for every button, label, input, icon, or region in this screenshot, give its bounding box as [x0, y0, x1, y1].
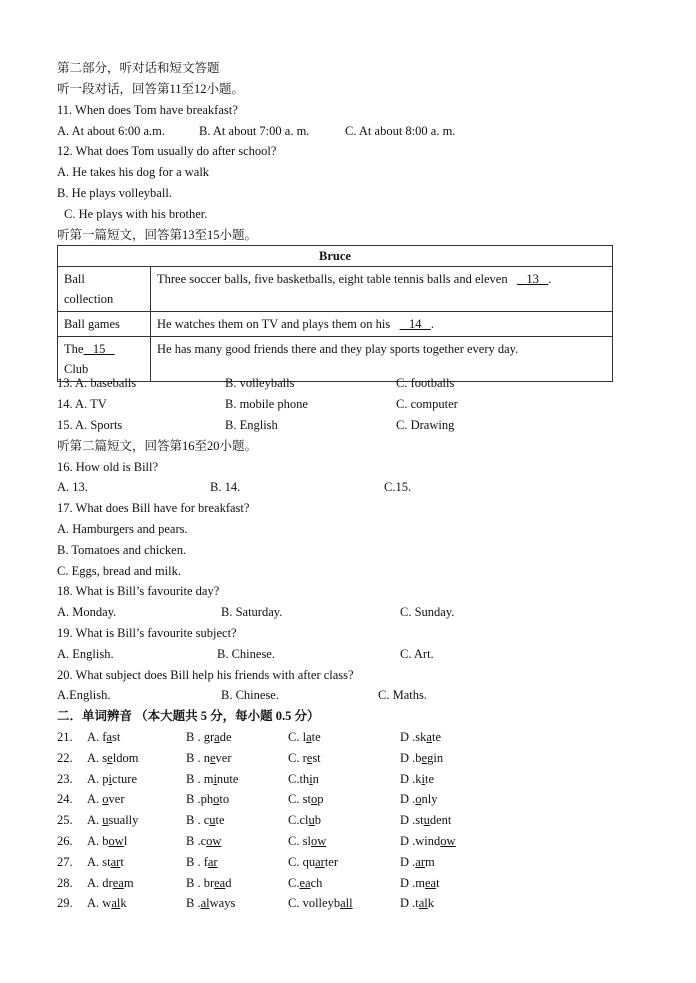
table-row: [58, 312, 613, 337]
option-d[interactable]: D .window: [400, 834, 456, 848]
q18-option-c[interactable]: C. Sunday.: [400, 605, 455, 619]
question-number: 25.: [57, 813, 73, 828]
option-b[interactable]: B .photo: [186, 792, 230, 807]
question-number: 27.: [57, 854, 73, 869]
option-b[interactable]: B . far: [186, 854, 218, 869]
option-b[interactable]: B . never: [186, 750, 232, 765]
question-number: 28.: [57, 875, 73, 890]
table-row: [58, 267, 613, 312]
q18-option-a[interactable]: A. Monday.: [57, 605, 117, 619]
option-a[interactable]: A. over: [87, 792, 125, 807]
q11-option-b[interactable]: B. At about 7:00 a. m.: [199, 124, 310, 138]
q19-option-a[interactable]: A. English.: [57, 647, 114, 661]
option-d[interactable]: D .begin: [400, 750, 444, 765]
q17-option-c[interactable]: C. Eggs, bread and milk.: [57, 564, 181, 578]
blank-15[interactable]: 15: [92, 342, 106, 356]
dialog-intro: 听一段对话，回答第11至12小题。: [57, 82, 245, 96]
option-c[interactable]: C. stop: [288, 792, 324, 807]
row-label: The 15 Club: [58, 337, 151, 382]
blank-13[interactable]: 13: [526, 272, 539, 286]
question-number: 21.: [57, 730, 73, 744]
option-b[interactable]: B .cow: [186, 834, 222, 848]
q19-option-c[interactable]: C. Art.: [400, 647, 434, 661]
option-b[interactable]: B . minute: [186, 771, 239, 786]
question-number: 22.: [57, 750, 73, 765]
q16-option-b[interactable]: B. 14.: [210, 480, 241, 494]
q13-option-a[interactable]: 13. A. baseballs: [57, 376, 137, 390]
option-a[interactable]: A. picture: [87, 771, 137, 786]
q15-option-b[interactable]: B. English: [225, 418, 278, 432]
q12-stem: 12. What does Tom usually do after school?: [57, 144, 277, 158]
q13-option-b[interactable]: B. volleyballs: [225, 376, 295, 390]
q11-option-a[interactable]: A. At about 6:00 a.m.: [57, 124, 165, 138]
q20-option-a[interactable]: A.English.: [57, 688, 111, 702]
question-number: 29.: [57, 896, 73, 911]
option-c[interactable]: C.each: [288, 875, 323, 890]
option-a[interactable]: A. start: [87, 854, 124, 869]
q11-option-c[interactable]: C. At about 8:00 a. m.: [345, 124, 456, 138]
q16-option-c[interactable]: C.15.: [384, 480, 412, 494]
option-c[interactable]: C. late: [288, 730, 321, 744]
option-d[interactable]: D .student: [400, 813, 452, 828]
option-c[interactable]: C. slow: [288, 834, 327, 848]
option-a[interactable]: A. seldom: [87, 750, 139, 765]
q19-stem: 19. What is Bill’s favourite subject?: [57, 626, 237, 640]
row-text: He watches them on TV and plays them on his 14 .: [151, 312, 613, 337]
passage1-intro: 听第一篇短文，回答第13至15小题。: [57, 228, 258, 242]
passage2-intro: 听第二篇短文，回答第16至20小题。: [57, 439, 258, 453]
option-b[interactable]: B . bread: [186, 875, 232, 890]
row-label: Ball games: [58, 312, 151, 337]
row-text: He has many good friends there and they play sports together every day.: [151, 337, 613, 382]
question-number: 23.: [57, 771, 73, 786]
q14-option-b[interactable]: B. mobile phone: [225, 397, 308, 411]
q17-option-a[interactable]: A. Hamburgers and pears.: [57, 522, 188, 536]
option-c[interactable]: C.thin: [288, 771, 319, 786]
q20-option-b[interactable]: B. Chinese.: [221, 688, 279, 702]
option-a[interactable]: A. walk: [87, 896, 127, 911]
option-c[interactable]: C. quarter: [288, 854, 338, 869]
q18-option-b[interactable]: B. Saturday.: [221, 605, 283, 619]
option-b[interactable]: B .always: [186, 896, 236, 911]
q20-stem: 20. What subject does Bill help his friends with after class?: [57, 668, 354, 682]
q17-stem: 17. What does Bill have for breakfast?: [57, 501, 250, 515]
option-d[interactable]: D .meat: [400, 875, 440, 890]
option-d[interactable]: D .only: [400, 792, 438, 807]
part2-title: 第二部分，听对话和短文答题: [57, 61, 220, 75]
table-row: [58, 337, 613, 382]
q15-option-c[interactable]: C. Drawing: [396, 418, 455, 432]
row-label: Ball collection: [58, 267, 151, 312]
option-b[interactable]: B . grade: [186, 730, 232, 744]
q16-option-a[interactable]: A. 13.: [57, 480, 88, 494]
q14-option-a[interactable]: 14. A. TV: [57, 397, 107, 411]
option-d[interactable]: D .skate: [400, 730, 441, 744]
option-d[interactable]: D .talk: [400, 896, 435, 911]
option-b[interactable]: B . cute: [186, 813, 225, 828]
q17-option-b[interactable]: B. Tomatoes and chicken.: [57, 543, 187, 557]
q20-option-c[interactable]: C. Maths.: [378, 688, 427, 702]
option-a[interactable]: A. dream: [87, 875, 134, 890]
bruce-table: [57, 245, 613, 382]
row-text: Three soccer balls, five basketballs, eight table tennis balls and eleven 13 .: [151, 267, 613, 312]
q12-option-b[interactable]: B. He plays volleyball.: [57, 186, 172, 200]
option-d[interactable]: D .arm: [400, 854, 435, 869]
option-d[interactable]: D .kite: [400, 771, 435, 786]
q19-option-b[interactable]: B. Chinese.: [217, 647, 275, 661]
q16-stem: 16. How old is Bill?: [57, 460, 159, 474]
q18-stem: 18. What is Bill’s favourite day?: [57, 584, 220, 598]
section2-title: 二．单词辨音 （本大题共 5 分，每小题 0.5 分）: [57, 709, 320, 723]
option-a[interactable]: A. usually: [87, 813, 139, 828]
q13-option-c[interactable]: C. footballs: [396, 376, 455, 390]
table-title: Bruce: [58, 246, 613, 267]
option-a[interactable]: A. fast: [87, 730, 121, 744]
question-number: 26.: [57, 834, 73, 848]
blank-14[interactable]: 14: [408, 317, 422, 331]
q11-stem: 11. When does Tom have breakfast?: [57, 103, 238, 117]
option-c[interactable]: C.club: [288, 813, 321, 828]
option-c[interactable]: C. rest: [288, 750, 321, 765]
question-number: 24.: [57, 792, 73, 807]
option-c[interactable]: C. volleyball: [288, 896, 353, 911]
option-a[interactable]: A. bowl: [87, 834, 128, 848]
q15-option-a[interactable]: 15. A. Sports: [57, 418, 123, 432]
q12-option-a[interactable]: A. He takes his dog for a walk: [57, 165, 210, 179]
q14-option-c[interactable]: C. computer: [396, 397, 458, 411]
q12-option-c[interactable]: C. He plays with his brother.: [64, 207, 208, 221]
